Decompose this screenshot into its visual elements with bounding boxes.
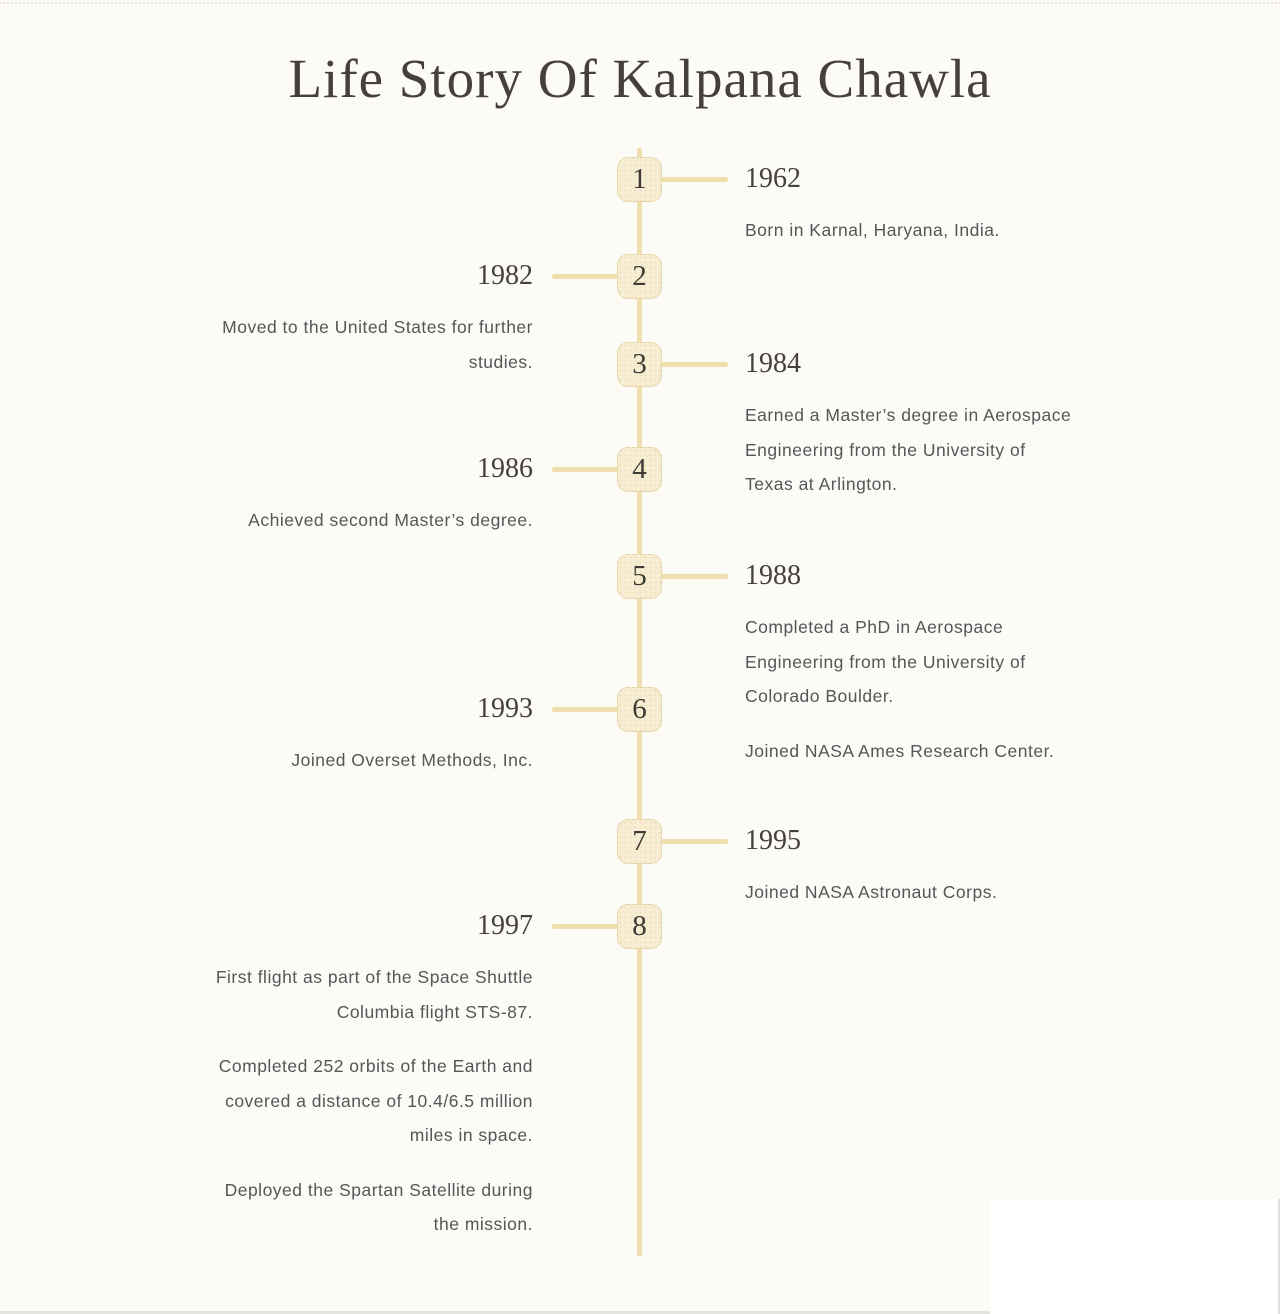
milestone-year: 1982 <box>477 260 533 291</box>
node-connector <box>552 467 620 472</box>
page-title: Life Story Of Kalpana Chawla <box>288 48 992 109</box>
node-connector <box>552 707 620 712</box>
description-paragraph: Completed 252 orbits of the Earth and covered a distance of 10.4/6.5 million miles in space. <box>218 1056 533 1145</box>
node-connector <box>660 177 728 182</box>
milestone-description <box>207 503 533 558</box>
node-connector <box>660 362 728 367</box>
timeline-node-7 <box>617 819 662 864</box>
description-paragraph: Moved to the United States for further studies. <box>222 317 533 372</box>
timeline-node-2 <box>617 254 662 299</box>
description-paragraph: Completed a PhD in Aerospace Engineering from the University of Colorado Boulder. <box>745 617 1026 706</box>
top-dotted-border <box>0 2 1280 4</box>
milestone-year: 1997 <box>477 910 533 941</box>
description-paragraph: Joined NASA Ames Research Center. <box>745 740 1055 761</box>
timeline-node-6 <box>617 687 662 732</box>
description-paragraph: Joined NASA Astronaut Corps. <box>745 882 998 902</box>
milestone-description <box>745 398 1076 522</box>
node-number: 2 <box>632 260 647 292</box>
milestone-year: 1993 <box>477 693 533 724</box>
timeline-node-8 <box>617 904 662 949</box>
milestone-year: 1986 <box>477 453 533 484</box>
milestone-year: 1984 <box>745 348 801 379</box>
node-connector <box>552 274 620 279</box>
timeline-node-3 <box>617 342 662 387</box>
milestone-description <box>745 213 1076 268</box>
node-number: 5 <box>632 560 647 592</box>
milestone-year: 1988 <box>745 560 801 591</box>
node-number: 1 <box>632 163 647 195</box>
node-number: 4 <box>632 453 647 485</box>
description-paragraph: Achieved second Master’s degree. <box>248 510 533 530</box>
node-connector <box>552 924 620 929</box>
milestone-year: 1995 <box>745 825 801 856</box>
description-paragraph: Born in Karnal, Haryana, India. <box>745 220 1000 240</box>
node-number: 8 <box>632 910 647 942</box>
milestone-description <box>207 960 533 1262</box>
node-connector <box>660 574 728 579</box>
timeline-node-4 <box>617 447 662 492</box>
timeline-node-1 <box>617 157 662 202</box>
node-connector <box>660 839 728 844</box>
description-paragraph: Deployed the Spartan Satellite during the mission. <box>224 1179 533 1234</box>
description-paragraph: First flight as part of the Space Shuttle Columbia flight STS-87. <box>215 967 533 1022</box>
node-number: 3 <box>632 348 647 380</box>
milestone-description <box>207 743 533 798</box>
description-paragraph: Earned a Master’s degree in Aerospace Engineering from the University of Texas at Arlington. <box>745 405 1072 494</box>
bottom-right-overlay <box>990 1199 1280 1314</box>
milestone-description <box>745 875 1076 930</box>
milestone-description <box>207 310 533 399</box>
milestone-year: 1962 <box>745 163 801 194</box>
description-paragraph: Joined Overset Methods, Inc. <box>291 750 533 770</box>
timeline-node-5 <box>617 554 662 599</box>
milestone-description <box>745 610 1076 788</box>
node-number: 7 <box>632 825 647 857</box>
node-number: 6 <box>632 693 647 725</box>
